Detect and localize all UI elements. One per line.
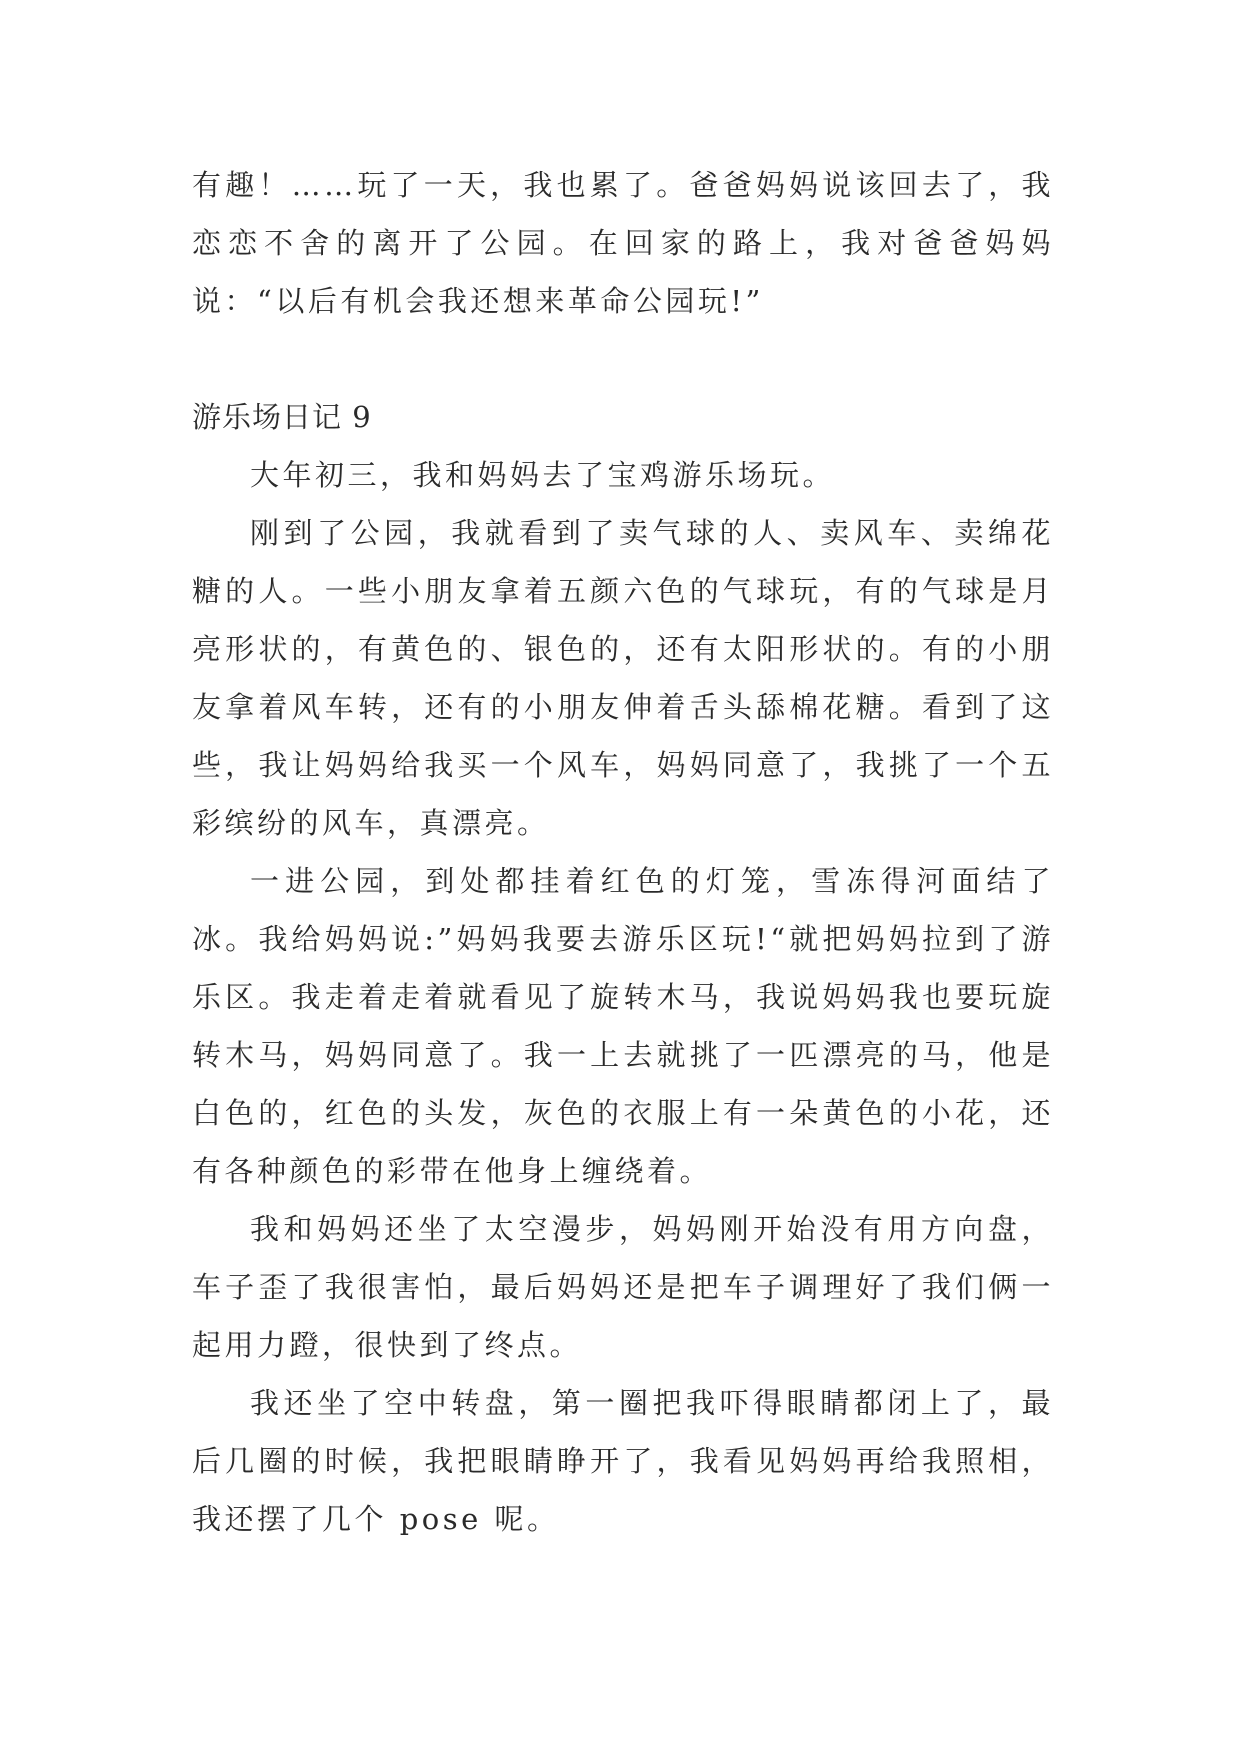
paragraph: 我还坐了空中转盘，第一圈把我吓得眼睛都闭上了，最后几圈的时候，我把眼睛睁开了，我看见妈妈再给我照相，我还摆了几个 pose 呢。 (192, 1386, 1054, 1536)
paragraph: 刚到了公园，我就看到了卖气球的人、卖风车、卖绵花糖的人。一些小朋友拿着五颜六色的气球玩，有的气球是月亮形状的，有黄色的、银色的，还有太阳形状的。有的小朋友拿着风车转，还有的小朋友伸着舌头舔棉花糖。看到了这些，我让妈妈给我买一个风车，妈妈同意了，我挑了一个五彩缤纷的风车，真漂亮。 (192, 516, 1054, 840)
document-body (192, 156, 1054, 1548)
paragraph: 大年初三，我和妈妈去了宝鸡游乐场玩。 (250, 458, 836, 492)
paragraph: 一进公园，到处都挂着红色的灯笼，雪冻得河面结了冰。我给妈妈说:”妈妈我要去游乐区玩!“就把妈妈拉到了游乐区。我走着走着就看见了旋转木马，我说妈妈我也要玩旋转木马，妈妈同意了。我一上去就挑了一匹漂亮的马，他是白色的，红色的头发，灰色的衣服上有一朵黄色的小花，还有各种颜色的彩带在他身上缠绕着。 (192, 864, 1054, 1188)
section-title: 游乐场日记 9 (192, 400, 372, 434)
paragraph: 我和妈妈还坐了太空漫步，妈妈刚开始没有用方向盘，车子歪了我很害怕，最后妈妈还是把车子调理好了我们俩一起用力蹬，很快到了终点。 (192, 1212, 1054, 1362)
intro-paragraph: 有趣！……玩了一天，我也累了。爸爸妈妈说该回去了，我恋恋不舍的离开了公园。在回家的路上，我对爸爸妈妈说：“以后有机会我还想来革命公园玩!” (192, 168, 1054, 318)
